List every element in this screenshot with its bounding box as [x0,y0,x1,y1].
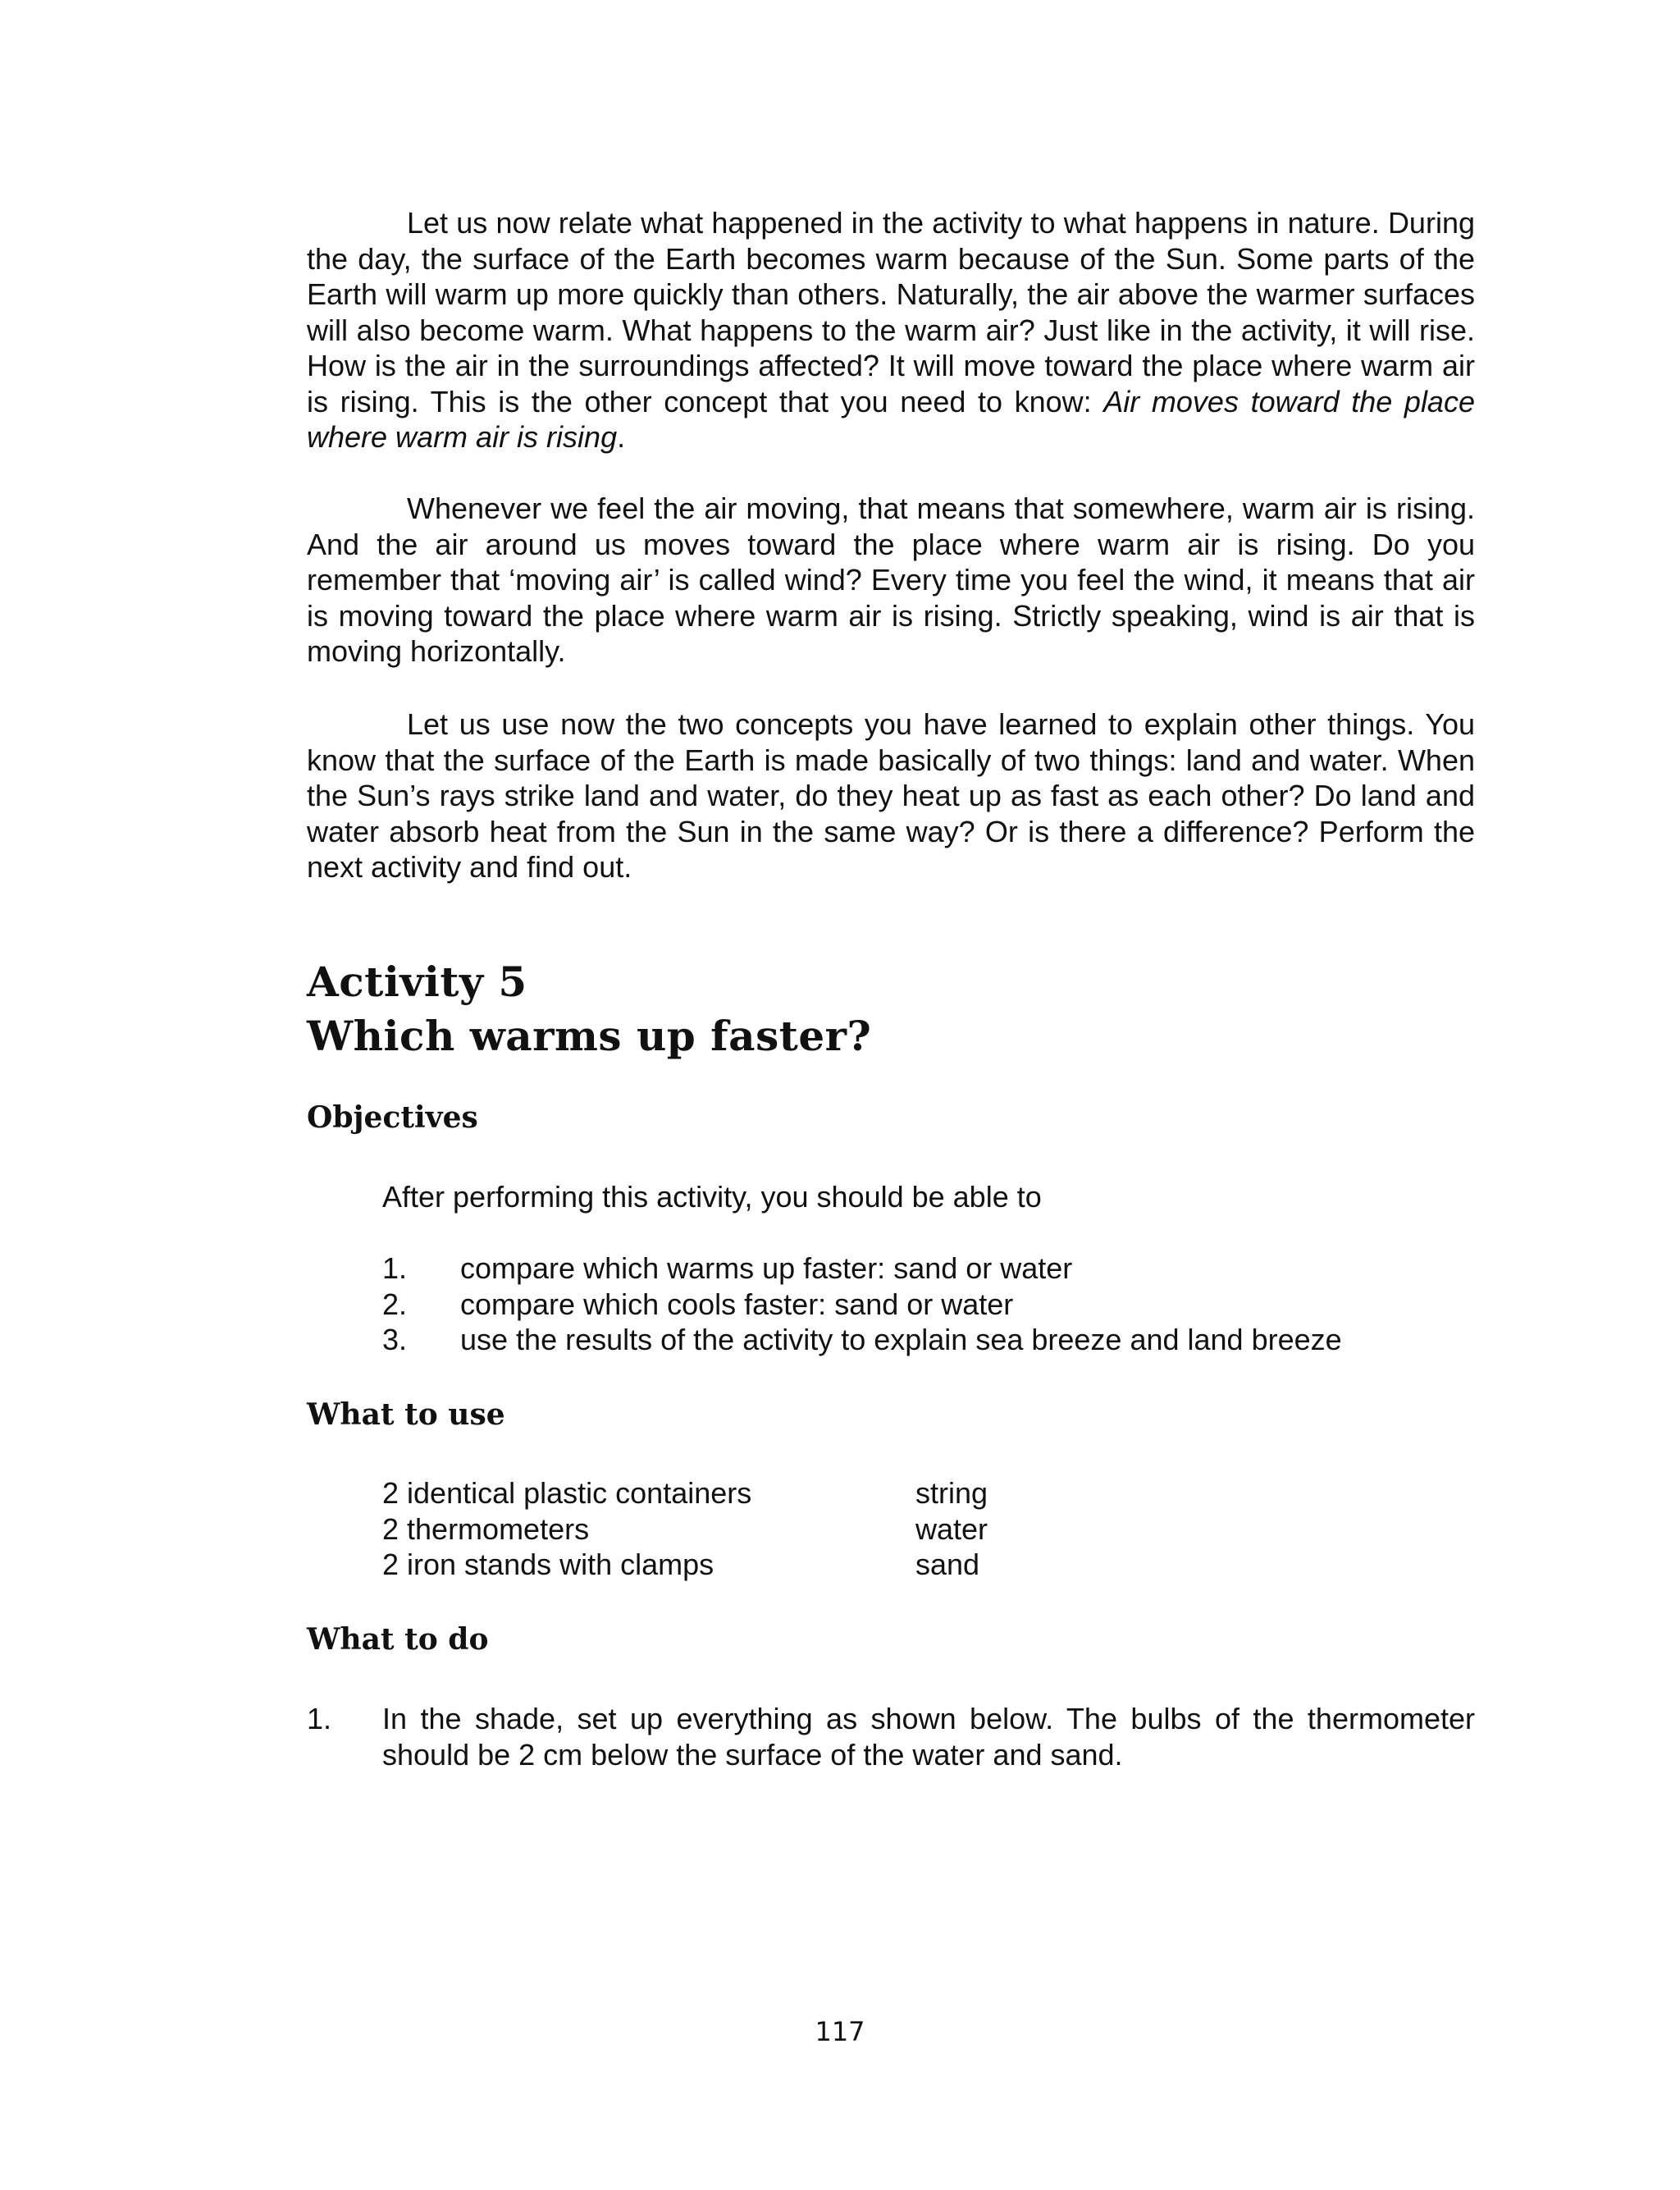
material-item: string [915,1476,988,1510]
objectives-heading: Objectives [307,1100,478,1135]
procedure-step [307,1701,1475,1772]
materials-row [382,1475,988,1511]
concept-statement: Air moves toward the place where warm air is rising [307,384,1475,454]
objective-text: compare which cools faster: sand or water [460,1287,1014,1321]
activity-number-heading: Activity 5 [307,958,527,1006]
page-number: 117 [815,2016,865,2047]
paragraph-land-water [307,706,1475,885]
paragraph-text: Let us use now the two concepts you have learned to explain other things. You know that the surface of the Earth is made basically of two things: land and water. When the Sun’s rays strike land and water, do they heat up as fast as each other? Do land and water absorb heat from the Sun in the same way? Or is there a difference? Perform the next activity and find out. [307,707,1475,884]
paragraph-text: Let us now relate what happened in the activity to what happens in nature. During the day, the surface of the Earth becomes warm because of the Sun. Some parts of the Earth will warm up more quickly than others. Naturally, the air above the warmer surfaces will also become warm. What happens to the warm air? Just like in the activity, it will rise. How is the air in the surroundings affected? It will move toward the place where warm air is rising. This is the other concept that you need to know: [307,206,1475,418]
materials-list [382,1475,988,1583]
objective-text: use the results of the activity to explain sea breeze and land breeze [460,1323,1342,1356]
what-to-use-heading: What to use [307,1397,505,1432]
step-number: 1. [307,1702,332,1735]
list-number: 1. [382,1251,408,1285]
objectives-intro: After performing this activity, you should be able to [382,1180,1042,1214]
paragraph-warm-air-rising: Let us now relate what happened in the activity to what happens in nature. During the day, the surface of the Earth becomes warm because of the Sun. Some parts of the Earth will warm up more quickly than others. Naturally, the air above the warmer surfaces will also become warm. What happens to the warm air? Just like in the activity, it will rise. How is the air in the surroundings affected? It will move toward the place where warm air is rising. This is the other concept that you need to know: Air moves toward the place where warm air is rising. [307,206,1475,454]
material-item: sand [915,1548,980,1581]
material-item: 2 thermometers [382,1511,590,1546]
material-item: 2 identical plastic containers [382,1476,752,1510]
activity-title-heading: Which warms up faster? [307,1012,872,1060]
what-to-do-heading: What to do [307,1622,489,1657]
objective-item [382,1250,1342,1287]
paragraph-text: Whenever we feel the air moving, that means that somewhere, warm air is rising. And the air around us moves toward the place where warm air is rising. Do you remember that ‘moving air’ is called wind? Every time you feel the wind, it means that air is moving toward the place where warm air is rising. Strictly speaking, wind is air that is moving horizontally. [307,491,1475,668]
materials-row [382,1511,988,1548]
list-number: 2. [382,1287,408,1321]
objective-item [382,1287,1342,1323]
objective-item [382,1322,1342,1358]
step-text: In the shade, set up everything as shown below. The bulbs of the thermometer should be 2 cm below the surface of the water and sand. [382,1702,1475,1772]
objectives-list [382,1250,1342,1358]
materials-row [382,1547,988,1583]
objective-text: compare which warms up faster: sand or water [460,1251,1073,1285]
material-item: 2 iron stands with clamps [382,1548,714,1581]
material-item: water [915,1511,988,1546]
paragraph-wind [307,491,1475,670]
list-number: 3. [382,1323,408,1356]
